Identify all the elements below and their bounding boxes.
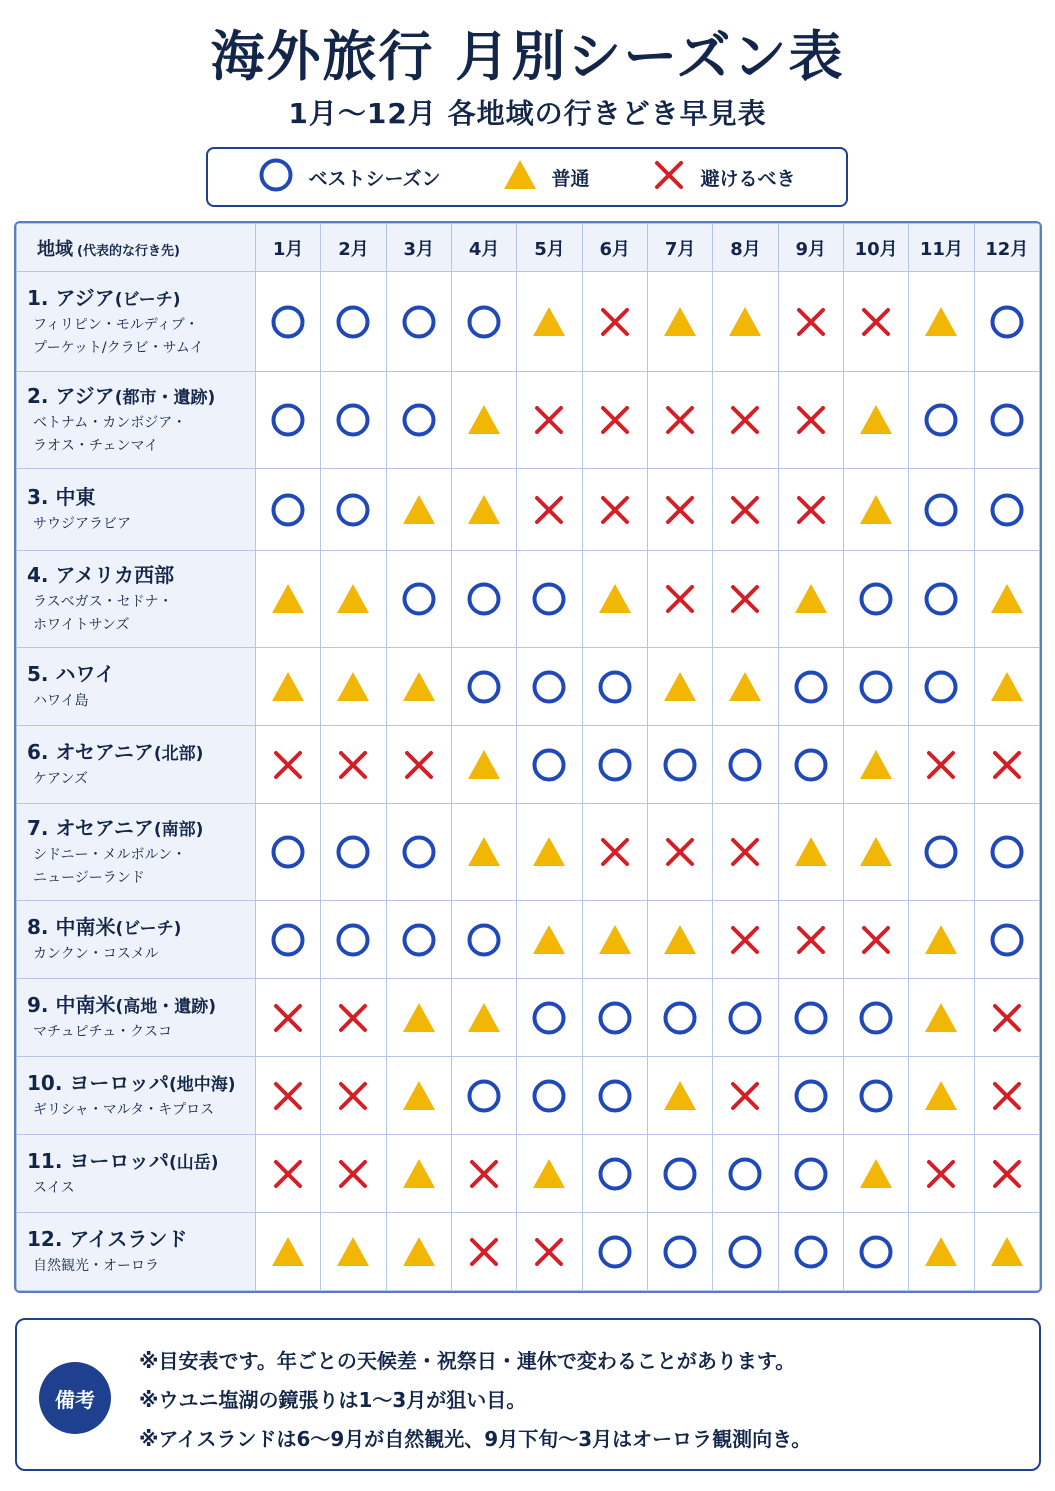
season-mark-circle [256, 804, 321, 901]
season-mark-circle [909, 372, 974, 469]
season-mark-cross [386, 726, 451, 804]
season-mark-cross [778, 272, 843, 372]
table-row [17, 804, 1040, 901]
season-mark-circle [256, 469, 321, 551]
season-mark-triangle [451, 726, 516, 804]
season-mark-cross [321, 726, 386, 804]
season-mark-triangle [582, 901, 647, 979]
region-name [27, 562, 255, 590]
month-header: 3月 [386, 224, 451, 272]
region-destinations: ハワイ島 [33, 693, 89, 709]
season-mark-cross [974, 726, 1039, 804]
season-mark-circle [321, 901, 386, 979]
season-mark-circle [321, 272, 386, 372]
season-mark-circle [517, 1057, 582, 1135]
season-mark-circle [582, 726, 647, 804]
season-mark-circle [843, 1057, 908, 1135]
season-mark-triangle [386, 1135, 451, 1213]
season-mark-cross [974, 979, 1039, 1057]
season-mark-circle [778, 979, 843, 1057]
region-name-sub: (南部) [153, 820, 204, 840]
season-mark-triangle [909, 272, 974, 372]
legend-label-avoid: 避けるべき [700, 167, 796, 190]
season-mark-circle [386, 272, 451, 372]
season-mark-triangle [321, 1213, 386, 1291]
season-mark-circle [778, 1213, 843, 1291]
region-destinations: スイス [33, 1180, 75, 1196]
region-name-main: 11. ヨーロッパ [27, 1149, 169, 1173]
season-mark-circle [386, 901, 451, 979]
region-name-main: 5. ハワイ [27, 662, 115, 686]
region-name [27, 1070, 255, 1098]
season-mark-triangle [647, 648, 712, 726]
season-mark-triangle [909, 1057, 974, 1135]
season-mark-cross [517, 469, 582, 551]
note-line: ※目安表です。年ごとの天候差・祝祭日・連休で変わることがあります。 [139, 1349, 796, 1373]
region-name-sub: (ビーチ) [114, 289, 181, 310]
region-name-main: 4. アメリカ西部 [27, 563, 175, 587]
legend-item-best [258, 157, 440, 198]
season-mark-cross [909, 1135, 974, 1213]
season-mark-triangle [843, 804, 908, 901]
region-name [27, 285, 255, 313]
notes-list [139, 1342, 1029, 1459]
season-mark-triangle [321, 551, 386, 648]
season-mark-triangle [647, 1057, 712, 1135]
season-mark-circle [778, 1135, 843, 1213]
month-header: 5月 [517, 224, 582, 272]
season-mark-circle [451, 551, 516, 648]
season-mark-triangle [256, 1213, 321, 1291]
season-mark-circle [713, 1135, 778, 1213]
season-mark-cross [909, 726, 974, 804]
region-cell [17, 804, 256, 901]
region-name-main: 1. アジア [27, 285, 115, 310]
season-mark-triangle [451, 979, 516, 1057]
season-mark-triangle [386, 1057, 451, 1135]
season-mark-triangle [909, 1213, 974, 1291]
region-destinations: ラスベガス・セドナ・ [33, 594, 173, 610]
season-mark-triangle [974, 551, 1039, 648]
season-mark-circle [451, 901, 516, 979]
season-mark-cross [713, 1057, 778, 1135]
region-destinations: ベトナム・カンボジア・ [33, 415, 187, 431]
season-mark-circle [843, 648, 908, 726]
season-mark-cross [321, 1057, 386, 1135]
season-mark-cross [517, 1213, 582, 1291]
season-mark-circle [974, 804, 1039, 901]
season-mark-cross [713, 551, 778, 648]
season-mark-triangle [909, 979, 974, 1057]
cross-icon [651, 157, 687, 198]
season-mark-circle [256, 272, 321, 372]
season-mark-triangle [386, 1213, 451, 1291]
region-destinations: ギリシャ・マルタ・キプロス [33, 1102, 215, 1118]
season-mark-cross [451, 1213, 516, 1291]
season-mark-triangle [256, 551, 321, 648]
legend [206, 147, 848, 207]
region-name-main: 12. アイスランド [27, 1227, 188, 1251]
season-mark-cross [582, 804, 647, 901]
season-mark-circle [582, 979, 647, 1057]
region-name-sub: (高地・遺跡) [115, 997, 217, 1017]
season-mark-circle [321, 804, 386, 901]
region-name [27, 992, 255, 1020]
legend-item-avoid [651, 157, 796, 198]
season-mark-triangle [517, 1135, 582, 1213]
season-mark-cross [517, 372, 582, 469]
region-name-sub: (北部) [153, 744, 204, 764]
region-name [27, 661, 255, 689]
season-mark-triangle [256, 648, 321, 726]
season-mark-circle [843, 979, 908, 1057]
season-mark-circle [386, 804, 451, 901]
season-mark-triangle [974, 1213, 1039, 1291]
legend-item-normal [502, 157, 590, 198]
season-mark-cross [974, 1135, 1039, 1213]
season-mark-cross [778, 901, 843, 979]
season-mark-cross [713, 469, 778, 551]
season-mark-circle [909, 804, 974, 901]
table-row [17, 272, 1040, 372]
region-cell [17, 979, 256, 1057]
notes-box [15, 1318, 1041, 1471]
season-mark-triangle [778, 804, 843, 901]
triangle-icon [502, 157, 538, 198]
region-name [27, 1148, 255, 1176]
season-mark-triangle [778, 551, 843, 648]
page-title: 海外旅行 月別シーズン表 [210, 25, 845, 88]
region-cell [17, 272, 256, 372]
region-header-sub: (代表的な行き先) [77, 243, 180, 259]
season-mark-triangle [582, 551, 647, 648]
region-destinations: ケアンズ [33, 771, 89, 787]
season-mark-triangle [451, 804, 516, 901]
season-mark-circle [321, 469, 386, 551]
season-mark-triangle [517, 272, 582, 372]
season-mark-triangle [451, 372, 516, 469]
region-cell [17, 901, 256, 979]
region-cell [17, 1057, 256, 1135]
season-mark-cross [713, 804, 778, 901]
season-mark-circle [843, 1213, 908, 1291]
season-mark-circle [517, 979, 582, 1057]
legend-label-normal: 普通 [551, 167, 590, 190]
table-header-row [17, 224, 1040, 272]
region-name-main: 6. オセアニア [27, 740, 154, 764]
season-mark-cross [974, 1057, 1039, 1135]
region-destinations: プーケット/クラビ・サムイ [33, 339, 204, 356]
region-name-sub: (都市・遺跡) [114, 388, 216, 408]
season-mark-circle [582, 648, 647, 726]
season-mark-triangle [843, 726, 908, 804]
month-header: 7月 [647, 224, 712, 272]
season-mark-cross [321, 979, 386, 1057]
season-mark-circle [713, 1213, 778, 1291]
region-destinations: フィリピン・モルディブ・ [33, 316, 199, 333]
region-cell [17, 1135, 256, 1213]
region-cell [17, 469, 256, 551]
region-name-sub: (山岳) [169, 1153, 219, 1173]
season-mark-cross [256, 1057, 321, 1135]
season-mark-cross [778, 372, 843, 469]
season-mark-circle [451, 648, 516, 726]
season-mark-circle [778, 726, 843, 804]
region-destinations: シドニー・メルボルン・ [33, 847, 187, 863]
season-mark-triangle [647, 901, 712, 979]
region-cell [17, 726, 256, 804]
region-name [27, 739, 255, 767]
season-mark-cross [713, 901, 778, 979]
season-mark-triangle [451, 469, 516, 551]
region-name [27, 815, 255, 843]
season-mark-triangle [517, 804, 582, 901]
table-row [17, 1135, 1040, 1213]
table-row [17, 648, 1040, 726]
table-row [17, 1057, 1040, 1135]
season-mark-triangle [386, 979, 451, 1057]
legend-label-best: ベストシーズン [308, 167, 441, 190]
season-mark-cross [451, 1135, 516, 1213]
season-mark-triangle [517, 901, 582, 979]
season-mark-circle [386, 372, 451, 469]
region-name-main: 8. 中南米 [27, 915, 116, 939]
season-mark-cross [647, 372, 712, 469]
season-mark-cross [713, 372, 778, 469]
region-cell [17, 648, 256, 726]
region-destinations: ラオス・チェンマイ [33, 438, 159, 454]
region-name-main: 9. 中南米 [27, 993, 116, 1017]
season-mark-triangle [843, 1135, 908, 1213]
season-mark-cross [582, 272, 647, 372]
season-mark-triangle [647, 272, 712, 372]
region-cell [17, 372, 256, 469]
month-header: 2月 [321, 224, 386, 272]
season-mark-triangle [713, 272, 778, 372]
region-destinations: 自然観光・オーロラ [33, 1258, 159, 1274]
season-mark-circle [517, 648, 582, 726]
season-mark-cross [647, 551, 712, 648]
season-mark-cross [256, 979, 321, 1057]
month-header: 12月 [974, 224, 1039, 272]
month-header: 11月 [909, 224, 974, 272]
season-mark-cross [843, 901, 908, 979]
season-mark-cross [582, 469, 647, 551]
region-name-main: 2. アジア [27, 384, 115, 408]
region-header-label: 地域 [37, 238, 73, 260]
note-line: ※ウユニ塩湖の鏡張りは1〜3月が狙い目。 [139, 1388, 527, 1412]
season-mark-circle [713, 726, 778, 804]
region-name [27, 383, 255, 411]
table-row [17, 1213, 1040, 1291]
season-mark-circle [909, 469, 974, 551]
season-mark-triangle [386, 469, 451, 551]
season-mark-circle [974, 372, 1039, 469]
season-mark-triangle [843, 469, 908, 551]
season-mark-cross [256, 726, 321, 804]
season-mark-circle [647, 1213, 712, 1291]
region-name-sub: (地中海) [169, 1075, 236, 1095]
season-mark-circle [582, 1213, 647, 1291]
season-mark-circle [778, 1057, 843, 1135]
season-mark-triangle [386, 648, 451, 726]
season-mark-cross [647, 469, 712, 551]
season-mark-cross [843, 272, 908, 372]
season-mark-circle [451, 1057, 516, 1135]
season-mark-circle [451, 272, 516, 372]
region-destinations: サウジアラビア [33, 516, 131, 532]
season-mark-triangle [909, 901, 974, 979]
season-mark-circle [517, 551, 582, 648]
season-mark-circle [843, 551, 908, 648]
region-name [27, 1226, 255, 1254]
region-cell [17, 551, 256, 648]
season-mark-circle [647, 726, 712, 804]
season-mark-circle [517, 726, 582, 804]
region-name-main: 3. 中東 [27, 485, 96, 509]
season-mark-circle [713, 979, 778, 1057]
table-row [17, 979, 1040, 1057]
month-header: 10月 [843, 224, 908, 272]
region-destinations: カンクン・コスメル [33, 946, 159, 962]
region-name [27, 484, 255, 512]
month-header: 1月 [256, 224, 321, 272]
note-line: ※アイスランドは6〜9月が自然観光、9月下旬〜3月はオーロラ観測向き。 [139, 1427, 812, 1451]
season-mark-circle [582, 1135, 647, 1213]
month-header: 8月 [713, 224, 778, 272]
season-mark-circle [974, 272, 1039, 372]
season-mark-triangle [713, 648, 778, 726]
region-destinations: ニュージーランド [33, 870, 145, 886]
season-mark-circle [974, 901, 1039, 979]
page-subtitle: 1月〜12月 各地域の行きどき早見表 [288, 97, 767, 130]
region-name [27, 914, 255, 942]
table-row [17, 372, 1040, 469]
region-destinations: ホワイトサンズ [33, 617, 130, 633]
season-mark-circle [256, 372, 321, 469]
table-row [17, 469, 1040, 551]
region-cell [17, 1213, 256, 1291]
season-mark-triangle [974, 648, 1039, 726]
season-mark-triangle [843, 372, 908, 469]
season-mark-circle [909, 551, 974, 648]
season-mark-circle [647, 979, 712, 1057]
season-mark-circle [974, 469, 1039, 551]
region-name-main: 7. オセアニア [27, 816, 154, 840]
season-mark-cross [778, 469, 843, 551]
season-mark-circle [321, 372, 386, 469]
table-row [17, 901, 1040, 979]
season-mark-cross [256, 1135, 321, 1213]
table-row [17, 726, 1040, 804]
season-mark-circle [386, 551, 451, 648]
month-header: 6月 [582, 224, 647, 272]
notes-badge: 備考 [39, 1362, 111, 1434]
region-destinations: マチュピチュ・クスコ [33, 1024, 173, 1040]
month-header: 4月 [451, 224, 516, 272]
season-mark-circle [582, 1057, 647, 1135]
table-row [17, 551, 1040, 648]
season-mark-cross [321, 1135, 386, 1213]
season-table [14, 221, 1042, 1293]
region-name-main: 10. ヨーロッパ [27, 1071, 169, 1095]
season-mark-circle [256, 901, 321, 979]
season-mark-cross [647, 804, 712, 901]
region-name-sub: (ビーチ) [115, 919, 182, 939]
region-header [17, 224, 256, 272]
season-mark-triangle [321, 648, 386, 726]
circle-icon [258, 157, 294, 198]
season-mark-circle [778, 648, 843, 726]
season-mark-cross [582, 372, 647, 469]
season-mark-circle [647, 1135, 712, 1213]
month-header: 9月 [778, 224, 843, 272]
season-mark-circle [909, 648, 974, 726]
